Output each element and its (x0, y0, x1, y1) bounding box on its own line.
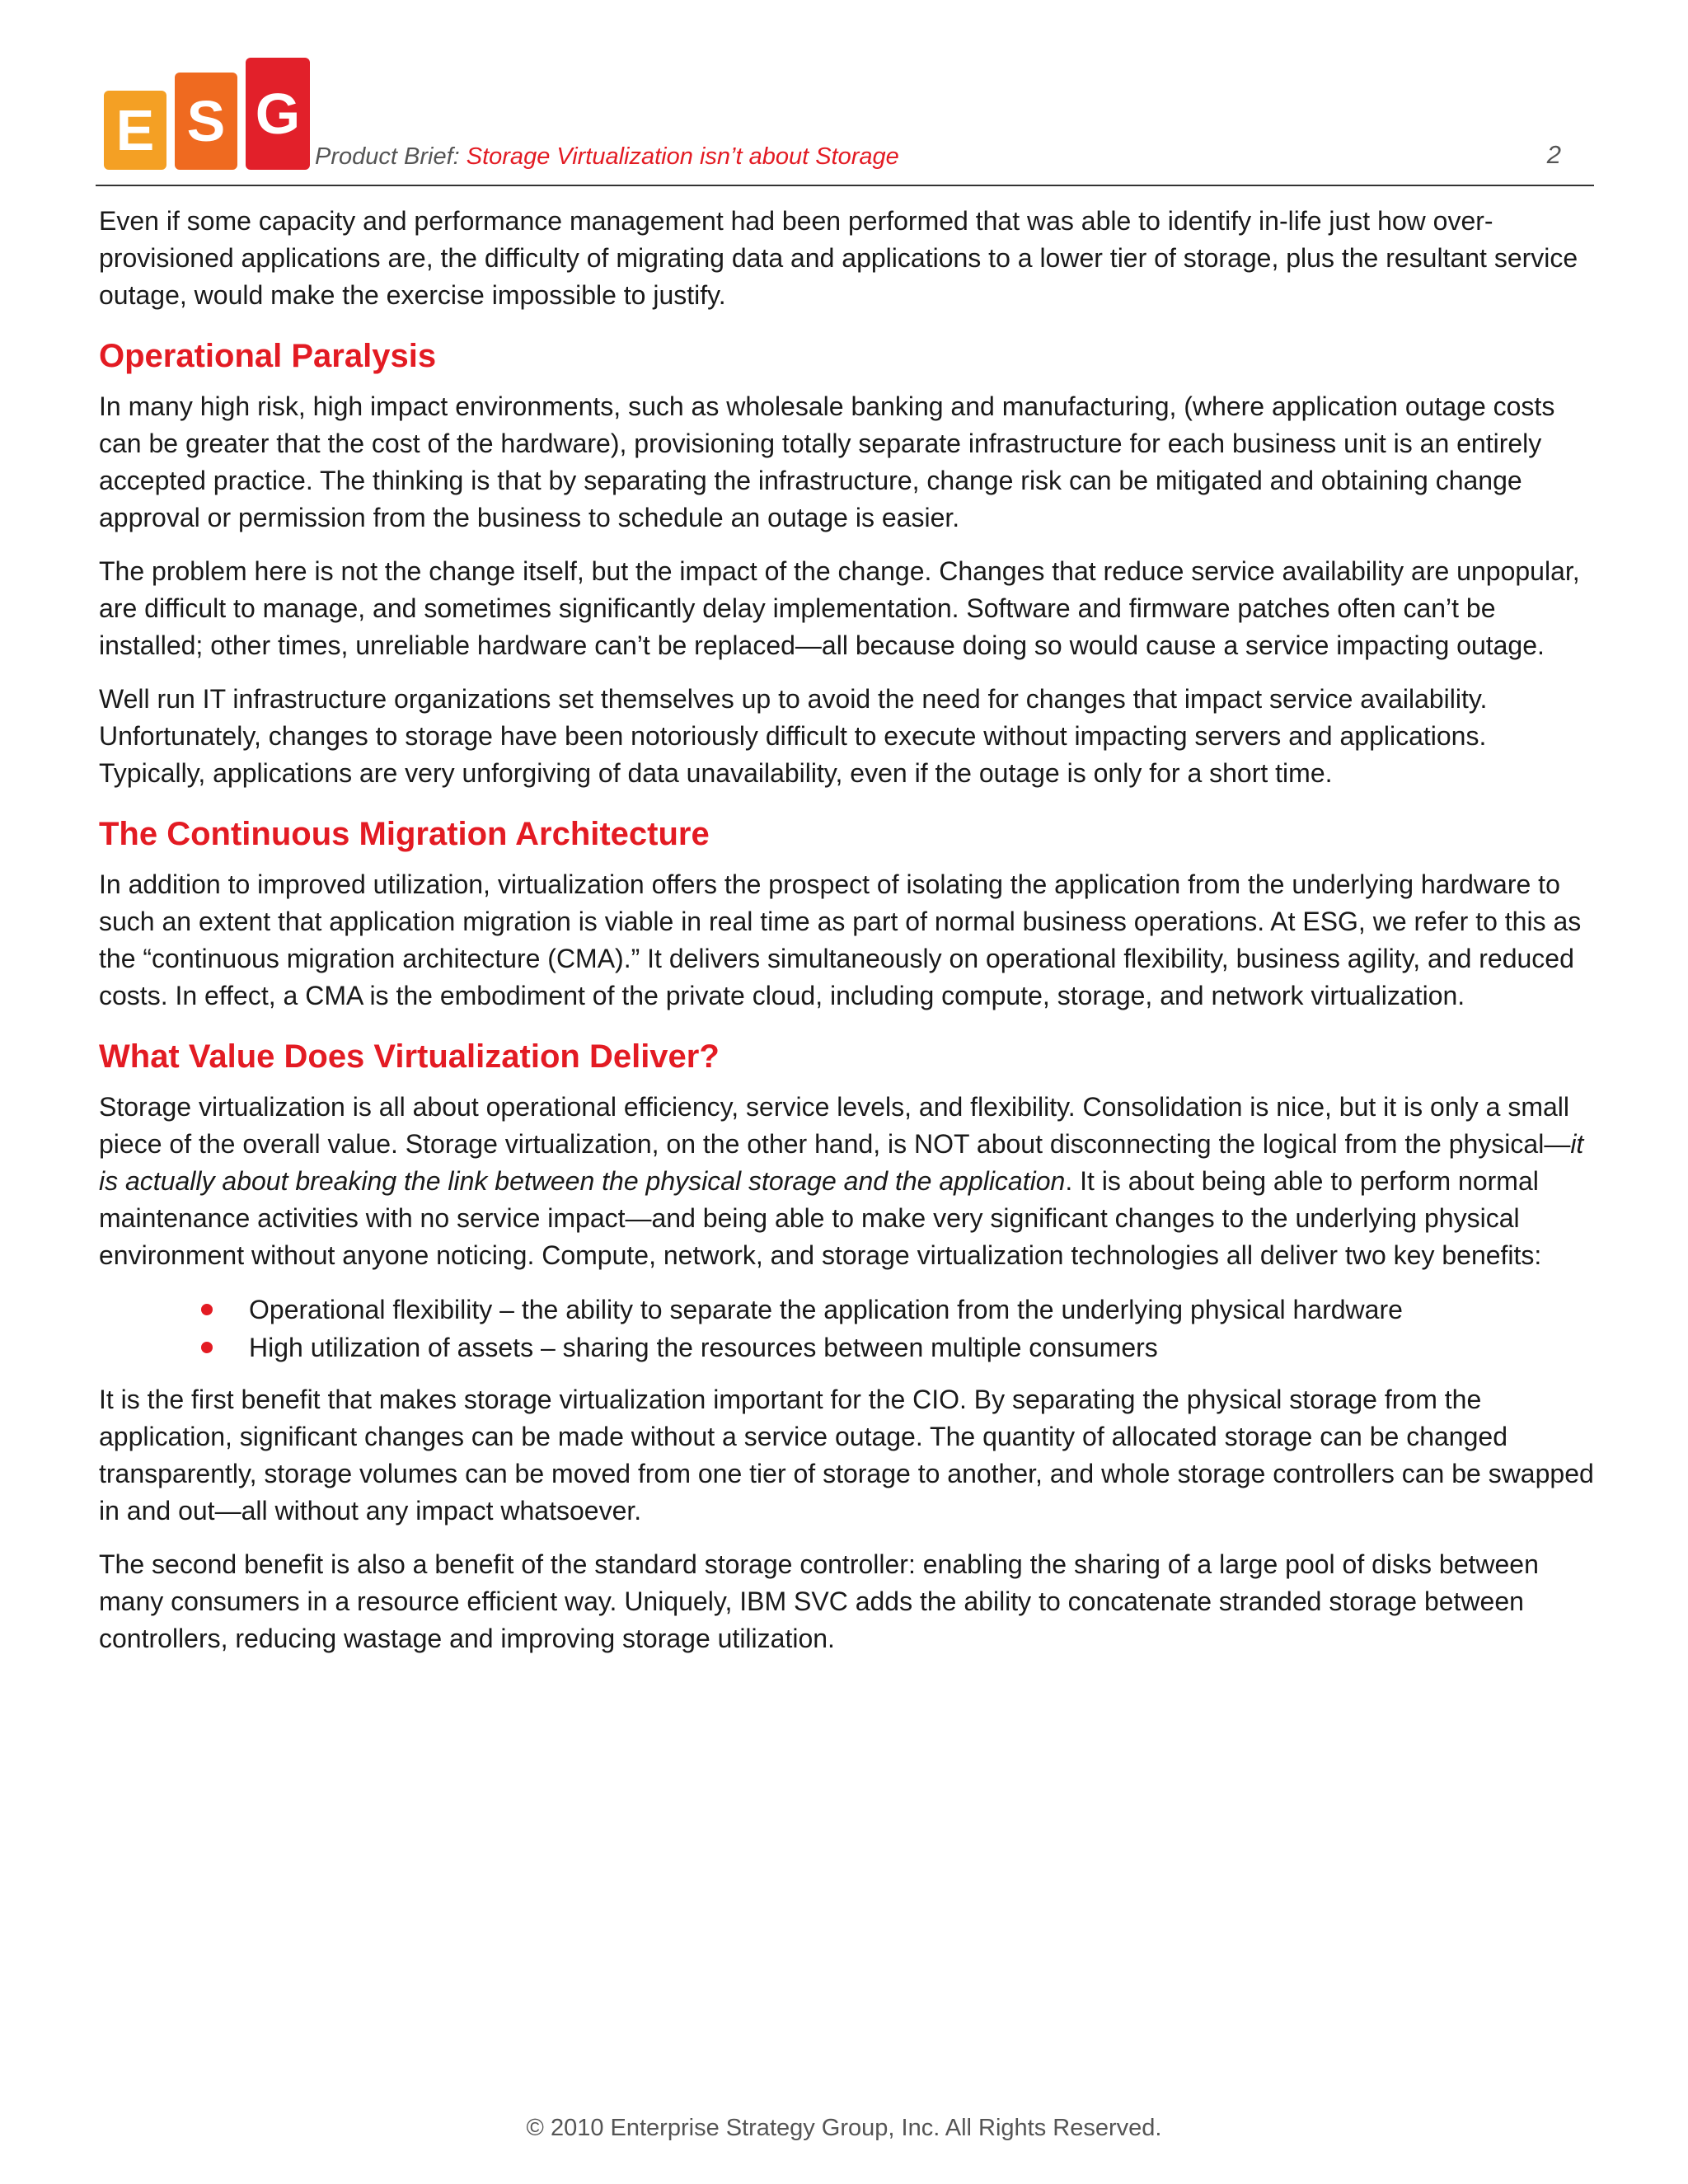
document-body (99, 203, 1599, 1674)
benefits-list (99, 1291, 1599, 1366)
document-title (315, 143, 899, 171)
text-run: Storage virtualization is all about operational efficiency, service levels, and flexibility. Consolidation is nice, but it is only a small piece of the overall value. Storage virtualization, on the other hand, is NOT about disconnecting the logical from the physical— (99, 1092, 1571, 1159)
body-paragraph: It is the first benefit that makes storage virtualization important for the CIO. By separating the physical storage from the application, significant changes can be made without a service outage. The quantity of allocated storage can be changed transparently, storage volumes can be moved from one tier of storage to another, and whole storage controllers can be swapped in and out—all without any impact whatsoever. (99, 1385, 1594, 1526)
text-run: . It is about being able to perform normal maintenance activities with no service impact—and being able to make very significant changes to the underlying physical environment without anyone noticing. Compute, network, and storage virtualization technologies all deliver two key benefits: (99, 1166, 1542, 1270)
page-header (96, 58, 1594, 186)
body-paragraph: In many high risk, high impact environments, such as wholesale banking and manufacturing, (where application outage costs can be greater that the cost of the hardware), provisioning totally separate infrastructure for each business unit is an entirely accepted practice. The thinking is that by separating the infrastructure, change risk can be mitigated and obtaining change approval or permission from the business to schedule an outage is easier. (99, 391, 1555, 532)
bullet-icon (201, 1304, 213, 1315)
body-paragraph: In addition to improved utilization, virtualization offers the prospect of isolating the application from the underlying hardware to such an extent that application migration is viable in real time as part of normal business operations. At ESG, we refer to this as the “continuous migration architecture (CMA).” It delivers simultaneously on operational flexibility, business agility, and reduced costs. In effect, a CMA is the embodiment of the private cloud, including compute, storage, and network virtualization. (99, 869, 1582, 1010)
body-paragraph: Well run IT infrastructure organizations set themselves up to avoid the need for changes that impact service availability. Unfortunately, changes to storage have been notoriously difficult to execute without impacting servers and applications. Typically, applications are very unforgiving of data unavailability, even if the outage is only for a short time. (99, 684, 1488, 788)
body-paragraph: The problem here is not the change itself, but the impact of the change. Changes that reduce service availability are unpopular, are difficult to manage, and sometimes significantly delay implementation. Software and firmware patches often can’t be installed; other times, unreliable hardware can’t be replaced—all because doing so would cause a service impacting outage. (99, 556, 1580, 660)
logo-letter-e: E (104, 91, 166, 170)
list-item-text: Operational flexibility – the ability to separate the application from the underlying physical hardware (249, 1295, 1403, 1324)
bullet-icon (201, 1342, 213, 1353)
logo-letter-s: S (175, 73, 237, 170)
body-paragraph: The second benefit is also a benefit of the standard storage controller: enabling the sharing of a large pool of disks between many consumers in a resource efficient way. Uniquely, IBM SVC adds the ability to concatenate stranded storage between controllers, reducing wastage and improving storage utilization. (99, 1549, 1539, 1653)
section-heading-virtualization-value: What Value Does Virtualization Deliver? (99, 1038, 720, 1075)
page-number: 2 (1546, 140, 1561, 169)
list-item-text: High utilization of assets – sharing the resources between multiple consumers (249, 1333, 1158, 1362)
section-heading-operational-paralysis: Operational Paralysis (99, 338, 437, 374)
esg-logo (104, 58, 310, 170)
list-item (249, 1329, 1599, 1366)
document-title-highlight: Storage Virtualization isn’t about Storage (466, 143, 899, 170)
logo-letter-g: G (246, 58, 310, 170)
document-title-prefix: Product Brief: (315, 143, 467, 170)
header-divider (96, 185, 1594, 186)
italic-emphasis: it is actually about breaking the link between the physical storage and the application (99, 1129, 1584, 1196)
list-item (249, 1291, 1599, 1329)
body-paragraph-with-emphasis (99, 1089, 1599, 1274)
intro-paragraph: Even if some capacity and performance management had been performed that was able to identify in-life just how over-provisioned applications are, the difficulty of migrating data and applications to a lower tier of storage, plus the resultant service outage, would make the exercise impossible to justify. (99, 206, 1578, 310)
copyright-footer: © 2010 Enterprise Strategy Group, Inc. All Rights Reserved. (526, 2115, 1162, 2141)
section-heading-continuous-migration: The Continuous Migration Architecture (99, 816, 710, 852)
